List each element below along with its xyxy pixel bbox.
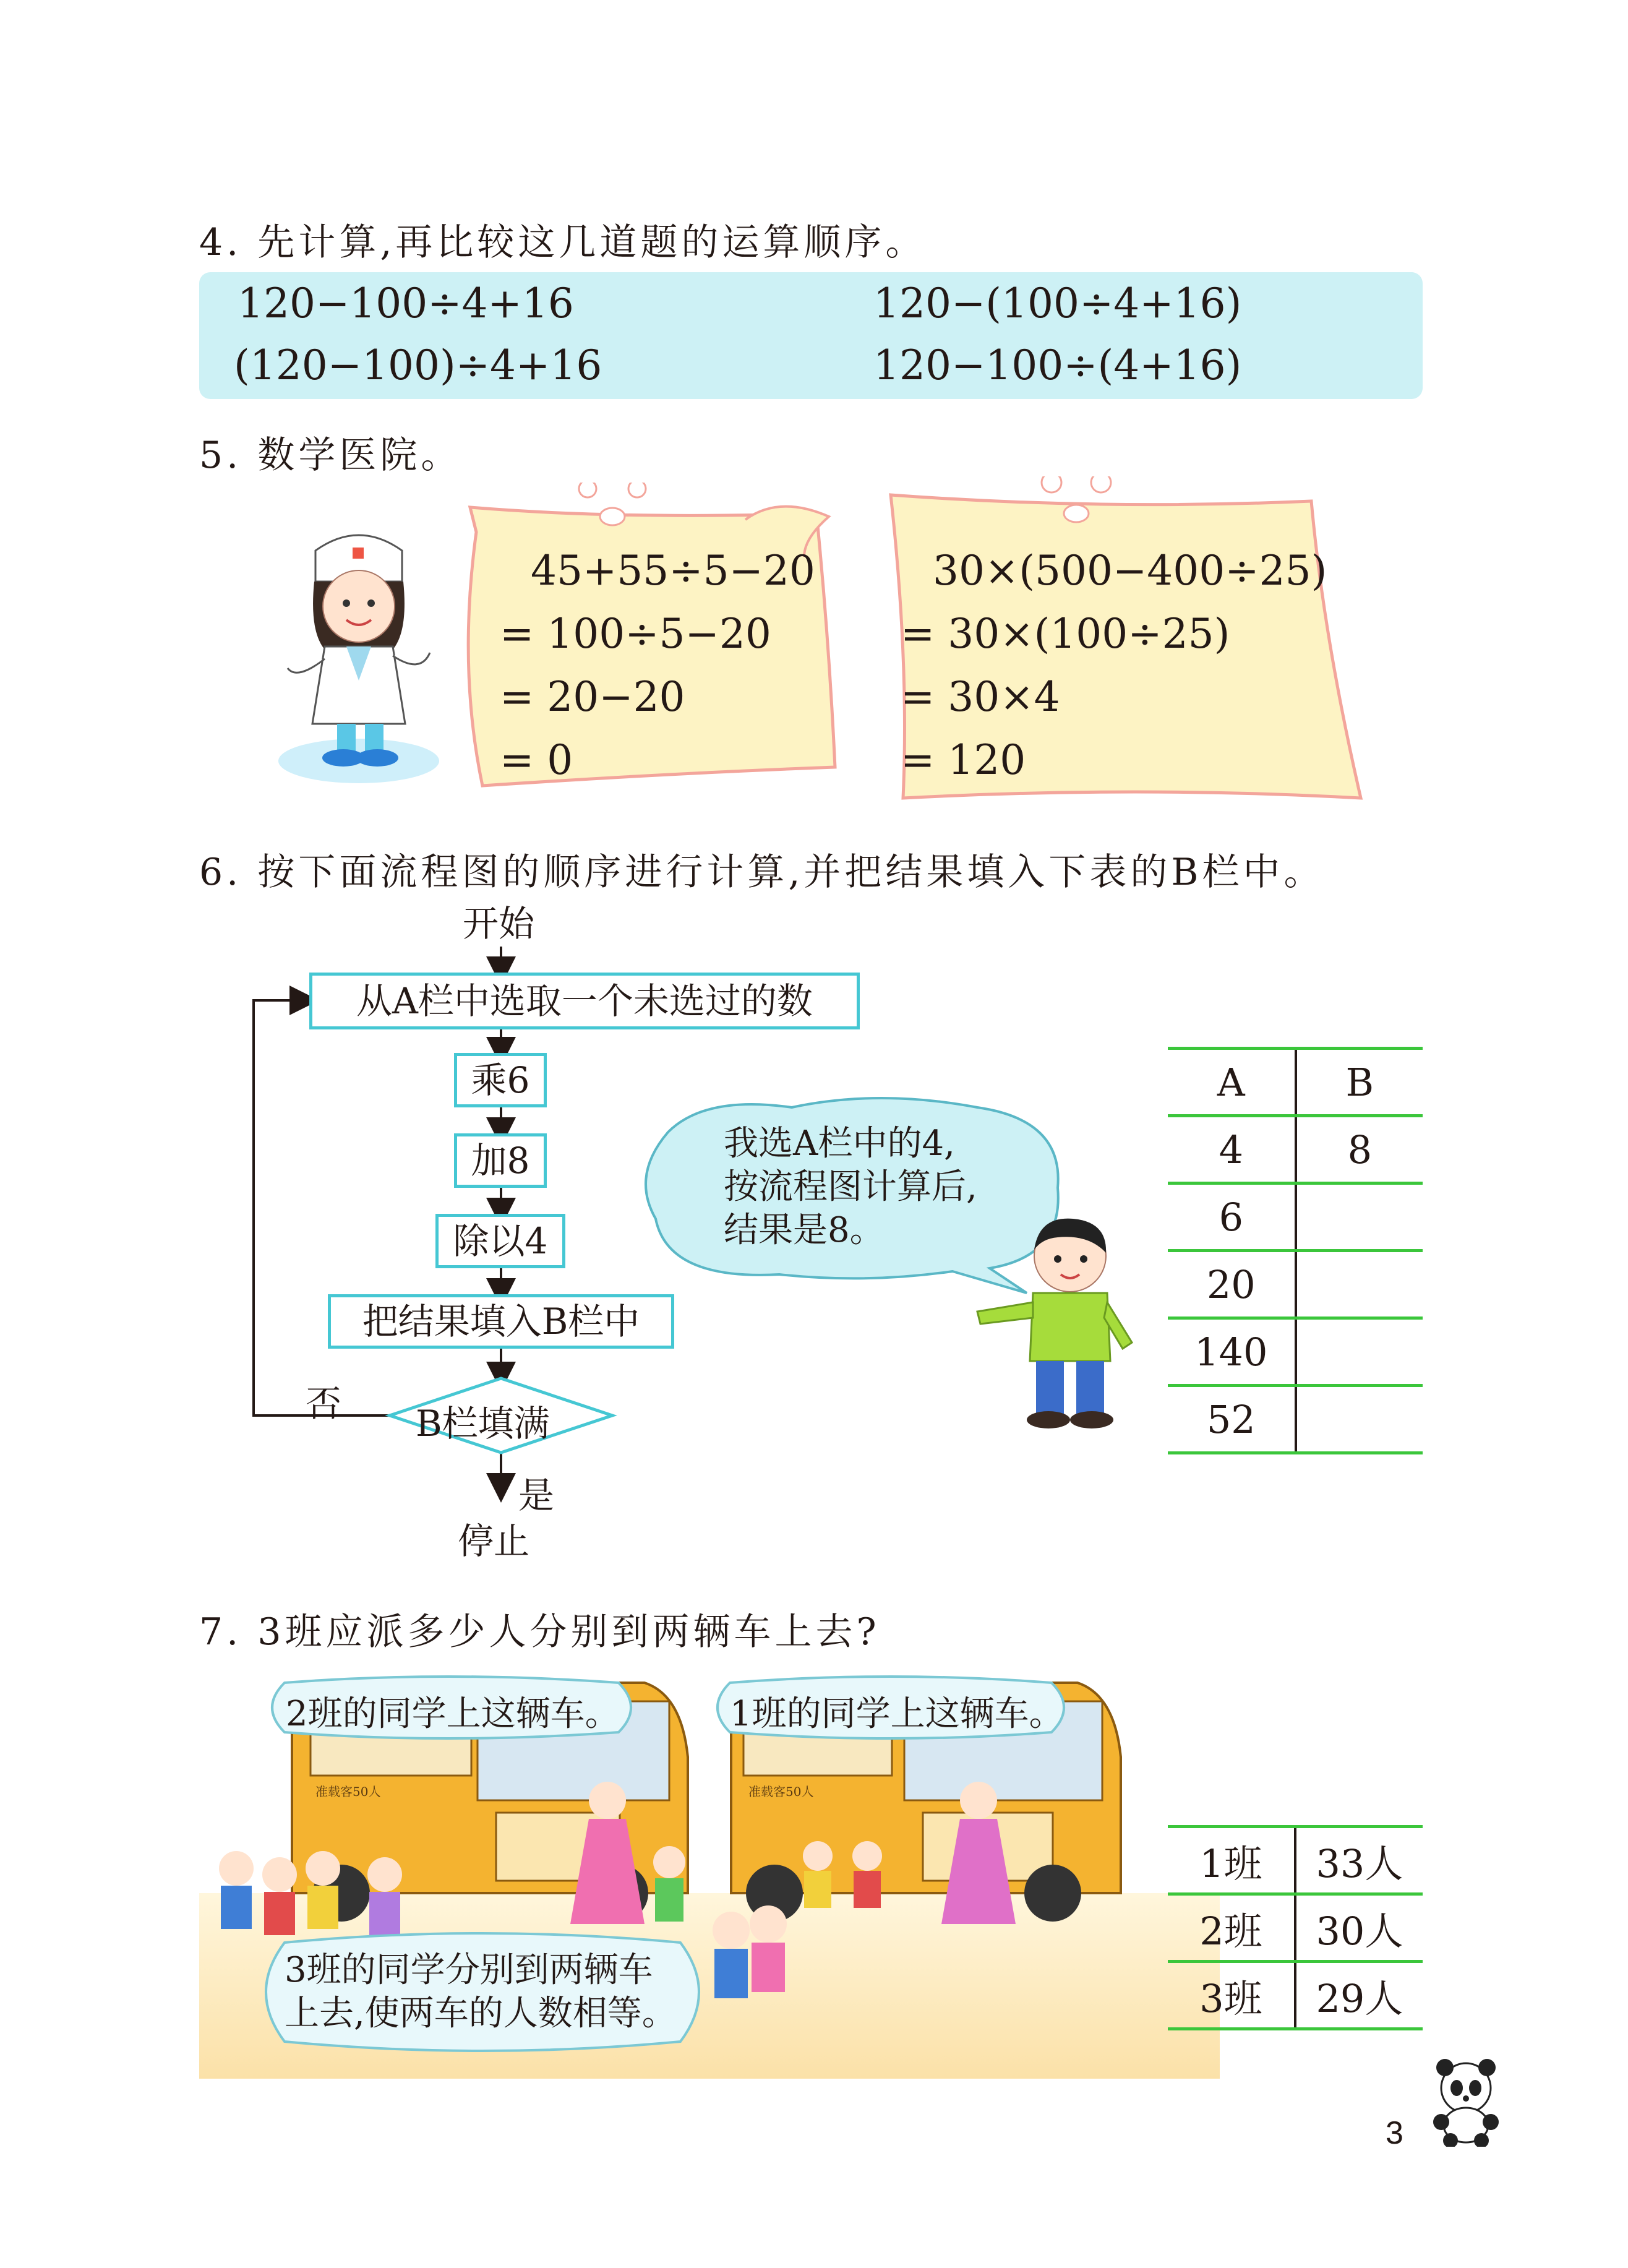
- flow-start: 开始: [463, 903, 535, 945]
- q4-expr-2: 120−(100÷4+16): [873, 280, 1242, 327]
- boy-illustration: [965, 1213, 1150, 1435]
- flow-stop: 停止: [458, 1520, 530, 1562]
- q7-title: 7. 3班应派多少人分别到两辆车上去?: [199, 1610, 880, 1654]
- speech-right-text: 1班的同学上这辆车。: [730, 1694, 1064, 1734]
- table-row: [1168, 1827, 1423, 1894]
- left-calc-line-1: 45+55÷5−20: [531, 547, 815, 595]
- q7-table: [1168, 1825, 1423, 2030]
- speech-bottom-line-2: 上去,使两车的人数相等。: [285, 1993, 677, 2034]
- q4-expr-3: (120−100)÷4+16: [234, 341, 602, 389]
- flow-no-label: 否: [306, 1383, 342, 1425]
- flow-fill-box: 把结果填入B栏中: [328, 1294, 674, 1349]
- table-cell-a: 52: [1168, 1386, 1296, 1453]
- speech-left-text: 2班的同学上这辆车。: [286, 1694, 620, 1734]
- q6-title: 6. 按下面流程图的顺序进行计算,并把结果填入下表的B栏中。: [199, 851, 1325, 894]
- q6-table: [1168, 1047, 1423, 1454]
- table-row: [1168, 1318, 1423, 1386]
- table-cell-b[interactable]: [1296, 1318, 1423, 1386]
- q4-title: 4. 先计算,再比较这几道题的运算顺序。: [199, 221, 927, 264]
- class-label: 1班: [1168, 1827, 1295, 1894]
- speech-bottom-line-1: 3班的同学分别到两辆车: [285, 1950, 653, 1990]
- table-header-row: [1168, 1049, 1423, 1116]
- table-row: [1168, 1962, 1423, 2029]
- table-row: [1168, 1386, 1423, 1453]
- q5-title: 5. 数学医院。: [199, 434, 462, 477]
- right-calc-line-4: = 120: [901, 736, 1026, 784]
- table-row: [1168, 1251, 1423, 1318]
- class-count: 29人: [1295, 1962, 1423, 2029]
- flow-add-box: 加8: [454, 1133, 547, 1188]
- left-calc-line-3: = 20−20: [500, 673, 685, 721]
- flow-mul-box: 乘6: [454, 1053, 547, 1107]
- class-label: 3班: [1168, 1962, 1295, 2029]
- flow-select-box: 从A栏中选取一个未选过的数: [309, 973, 860, 1029]
- bus-plate-right: 准载客50人: [748, 1784, 814, 1799]
- bubble-line-1: 我选A栏中的4,: [724, 1123, 955, 1164]
- table-cell-a: 140: [1168, 1318, 1296, 1386]
- flow-check-label: B栏填满: [416, 1402, 550, 1445]
- q4-expr-4: 120−100÷(4+16): [873, 341, 1242, 389]
- table-cell-b[interactable]: [1296, 1251, 1423, 1318]
- bubble-line-2: 按流程图计算后,: [724, 1167, 977, 1207]
- class-label: 2班: [1168, 1894, 1295, 1962]
- table-cell-b[interactable]: 8: [1296, 1116, 1423, 1183]
- bubble-line-3: 结果是8。: [724, 1210, 885, 1250]
- doctor-illustration: [266, 513, 452, 786]
- q4-expression-box: [199, 272, 1423, 399]
- q4-expr-1: 120−100÷4+16: [238, 280, 574, 327]
- table-header-b: B: [1296, 1049, 1423, 1116]
- table-cell-a: 20: [1168, 1251, 1296, 1318]
- class-count: 30人: [1295, 1894, 1423, 1962]
- table-row: [1168, 1116, 1423, 1183]
- table-cell-b[interactable]: [1296, 1183, 1423, 1251]
- flow-div-box: 除以4: [435, 1214, 565, 1268]
- table-row: [1168, 1894, 1423, 1962]
- class-count: 33人: [1295, 1827, 1423, 1894]
- left-calc-line-2: = 100÷5−20: [500, 610, 771, 658]
- right-calc-line-3: = 30×4: [901, 673, 1060, 721]
- right-calc-line-1: 30×(500−400÷25): [933, 547, 1327, 595]
- table-cell-a: 6: [1168, 1183, 1296, 1251]
- table-header-a: A: [1168, 1049, 1296, 1116]
- table-cell-b[interactable]: [1296, 1386, 1423, 1453]
- table-row: [1168, 1183, 1423, 1251]
- panda-icon: [1423, 2054, 1509, 2147]
- flow-yes-label: 是: [518, 1474, 555, 1516]
- table-cell-a: 4: [1168, 1116, 1296, 1183]
- right-calc-line-2: = 30×(100÷25): [901, 610, 1230, 658]
- bus-plate-left: 准载客50人: [315, 1784, 381, 1799]
- left-calc-line-4: = 0: [500, 736, 573, 784]
- page-number: 3: [1386, 2115, 1403, 2151]
